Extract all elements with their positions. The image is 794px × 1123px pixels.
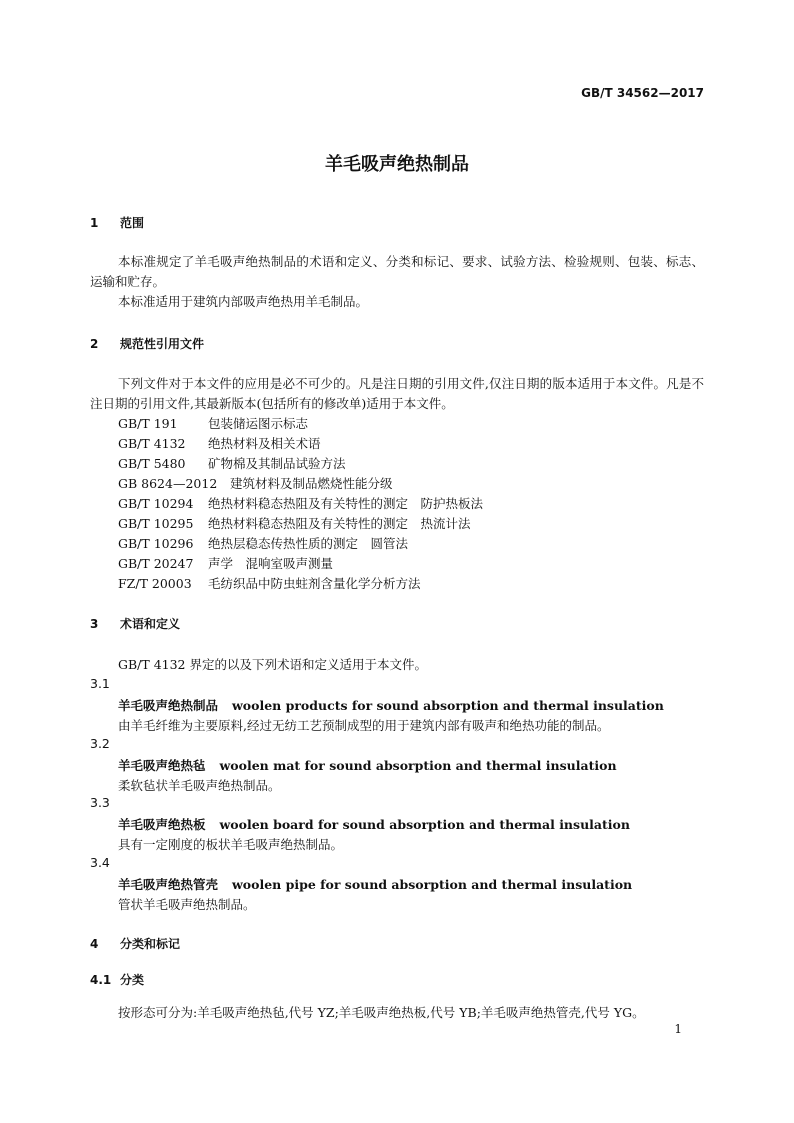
section-2-heading bbox=[90, 335, 204, 352]
reference-title: 包装储运图示标志 bbox=[208, 416, 309, 431]
section-number: 2 bbox=[90, 337, 99, 351]
normative-references-intro: 下列文件对于本文件的应用是必不可少的。凡是注日期的引用文件,仅注日期的版本适用于本文件。凡是不注日期的引用文件,其最新版本(包括所有的修改单)适用于本文件。 bbox=[90, 376, 704, 411]
term-number: 3.4 bbox=[90, 855, 110, 870]
reference-title: 绝热材料稳态热阻及有关特性的测定 防护热板法 bbox=[208, 496, 484, 511]
term-english: woolen pipe for sound absorption and thermal insulation bbox=[232, 877, 633, 892]
reference-code: GB/T 191 bbox=[118, 416, 178, 431]
term-chinese: 羊毛吸声绝热板 bbox=[118, 817, 206, 832]
reference-title: 绝热层稳态传热性质的测定 圆管法 bbox=[208, 536, 409, 551]
reference-code: GB/T 10294 bbox=[118, 496, 194, 511]
section-number: 1 bbox=[90, 216, 99, 230]
reference-title: 绝热材料稳态热阻及有关特性的测定 热流计法 bbox=[208, 516, 471, 531]
reference-item bbox=[118, 414, 308, 432]
reference-title: 毛纺织品中防虫蛀剂含量化学分析方法 bbox=[208, 576, 421, 591]
reference-item bbox=[118, 494, 483, 512]
reference-title: 声学 混响室吸声测量 bbox=[208, 556, 334, 571]
page-number: 1 bbox=[674, 1022, 682, 1036]
reference-code: GB/T 10295 bbox=[118, 516, 194, 531]
standard-number: GB/T 34562—2017 bbox=[581, 86, 704, 100]
reference-code: GB/T 5480 bbox=[118, 456, 186, 471]
reference-item bbox=[118, 554, 333, 572]
document-title: 羊毛吸声绝热制品 bbox=[325, 154, 469, 175]
reference-item bbox=[118, 474, 393, 492]
term-heading bbox=[118, 815, 630, 833]
term-chinese: 羊毛吸声绝热管壳 bbox=[118, 877, 219, 892]
term-number: 3.3 bbox=[90, 795, 110, 810]
term-heading bbox=[118, 696, 664, 714]
section-3-heading bbox=[90, 615, 180, 632]
term-english: woolen board for sound absorption and thermal insulation bbox=[219, 817, 630, 832]
reference-title: 建筑材料及制品燃烧性能分级 bbox=[230, 476, 393, 491]
reference-item bbox=[118, 454, 346, 472]
reference-item bbox=[118, 434, 321, 452]
reference-item bbox=[118, 574, 421, 592]
subsection-4-1-heading bbox=[90, 971, 144, 988]
subsection-title: 分类 bbox=[120, 973, 145, 987]
term-definition: 柔软毡状羊毛吸声绝热制品。 bbox=[118, 778, 281, 793]
reference-item bbox=[118, 534, 408, 552]
section-title: 分类和标记 bbox=[120, 937, 181, 951]
reference-code: GB 8624—2012 bbox=[118, 476, 218, 491]
terms-intro: GB/T 4132 界定的以及下列术语和定义适用于本文件。 bbox=[118, 657, 427, 672]
reference-title: 绝热材料及相关术语 bbox=[208, 436, 321, 451]
term-chinese: 羊毛吸声绝热毡 bbox=[118, 758, 206, 773]
reference-code: GB/T 20247 bbox=[118, 556, 194, 571]
section-4-heading bbox=[90, 935, 180, 952]
term-heading bbox=[118, 875, 632, 893]
section-number: 4 bbox=[90, 937, 99, 951]
reference-item bbox=[118, 514, 471, 532]
section-title: 规范性引用文件 bbox=[120, 337, 205, 351]
term-number: 3.2 bbox=[90, 736, 110, 751]
reference-code: GB/T 4132 bbox=[118, 436, 186, 451]
section-title: 范围 bbox=[120, 216, 145, 230]
reference-title: 矿物棉及其制品试验方法 bbox=[208, 456, 346, 471]
subsection-number: 4.1 bbox=[90, 973, 112, 987]
scope-paragraph-2: 本标准适用于建筑内部吸声绝热用羊毛制品。 bbox=[118, 294, 369, 309]
scope-paragraph-1: 本标准规定了羊毛吸声绝热制品的术语和定义、分类和标记、要求、试验方法、检验规则、包装、标志、运输和贮存。 bbox=[90, 254, 704, 289]
classification-text: 按形态可分为:羊毛吸声绝热毡,代号 YZ;羊毛吸声绝热板,代号 YB;羊毛吸声绝热管壳,代号 YG。 bbox=[118, 1005, 645, 1020]
reference-code: FZ/T 20003 bbox=[118, 576, 192, 591]
term-english: woolen mat for sound absorption and thermal insulation bbox=[219, 758, 617, 773]
reference-code: GB/T 10296 bbox=[118, 536, 194, 551]
term-definition: 由羊毛纤维为主要原料,经过无纺工艺预制成型的用于建筑内部有吸声和绝热功能的制品。 bbox=[118, 718, 610, 733]
term-english: woolen products for sound absorption and thermal insulation bbox=[232, 698, 664, 713]
section-number: 3 bbox=[90, 617, 99, 631]
section-1-heading bbox=[90, 214, 144, 231]
term-number: 3.1 bbox=[90, 676, 110, 691]
term-chinese: 羊毛吸声绝热制品 bbox=[118, 698, 219, 713]
term-definition: 具有一定刚度的板状羊毛吸声绝热制品。 bbox=[118, 837, 344, 852]
section-title: 术语和定义 bbox=[120, 617, 181, 631]
term-definition: 管状羊毛吸声绝热制品。 bbox=[118, 897, 256, 912]
term-heading bbox=[118, 756, 617, 774]
